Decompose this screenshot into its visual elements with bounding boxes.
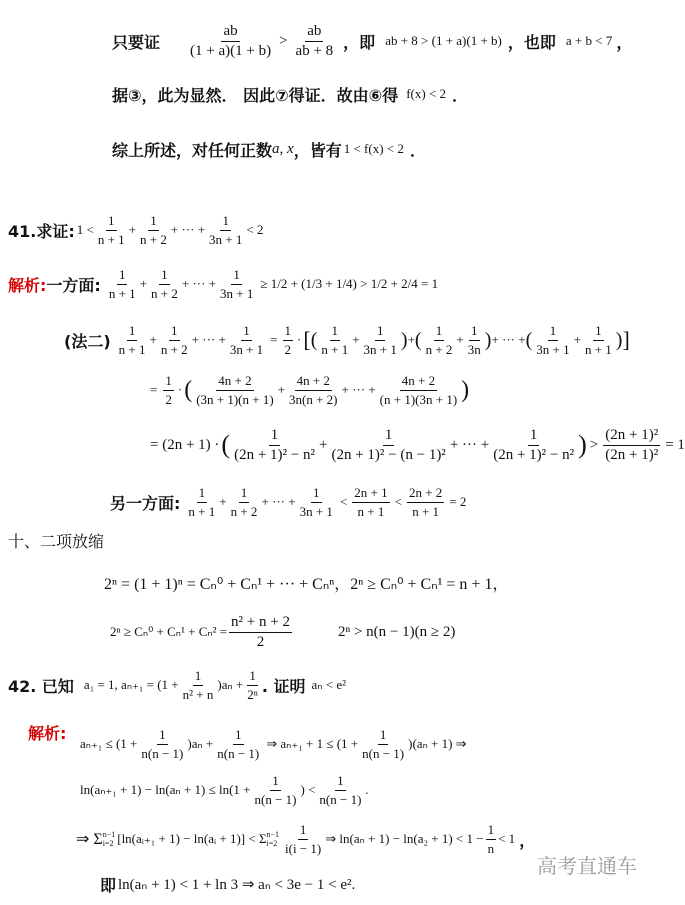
analysis-41: 解析: 一方面: $\frac{1}{n + 1}$ + $\frac{1}{n + 2}$ + ··· + $\frac{1}{3n + 1}$ ≥ 1/2 + (1/3 + 1/4) > 1/2 + 2/4 = 1 [8,266,439,301]
analysis-42-label: 解析: [28,723,67,743]
problem-41: 41.求证: 1 < $\frac{1}{n + 1}$ + $\frac{1}{n + 2}$ + ··· + $\frac{1}{3n + 1}$ < 2 [8,212,264,247]
problem-42: 42. 已知 a₁ = 1, aₙ₊₁ = (1 + $\frac{1}{\text{n² + n}}$ )aₙ + $\frac{1}{\text{2ⁿ}}$ . 证明 aₙ < e² [8,667,346,702]
math-result: a + b < 7 [565,33,613,48]
line-1: 只要证 $\frac{ab}{(1 + a)(1 + b)}$ > $\frac{ab}{ab + 8}$ ，即 ab + 8 > (1 + a)(1 + b) ，也即 a + b < 7 ， [112,22,633,59]
method-2: (法二) $\frac{1}{n + 1}$ + $\frac{1}{n + 2}$ + ··· + $\frac{1}{3n + 1}$ = $\frac{1}{2}$ · [ ( $\frac{1}{n + 1}$ + $\frac{1}{3n + 1}$ ) + ( $\frac{1}{n + 2}$ + $\frac{1}{3n}$ ) + ··· + ( $\frac{1}{3n + 1}$ + $\frac{1}{n + 1}$ ) ] [64,322,630,357]
text-zhiyaozheng: 只要证 [112,32,161,52]
line-3: 综上所述，对任何正数 a, x ，皆有 1 < f(x) < 2 ． [112,140,426,160]
method-2-line-2: = $\frac{1}{2}$ · ( $\frac{4n + 2}{(3n + 1)(n + 1)}$ + $\frac{4n + 2}{3n(n + 2)}$ + ··· + $\frac{4n + 2}{(n + 1)(3n + 1)}$ ) [150,372,470,407]
section-10-title: 十、二项放缩 [8,531,105,551]
step-2: ln(aₙ₊₁ + 1) − ln(aₙ + 1) ≤ ln(1 + $\frac{1}{n(n - 1)}$ ) < $\frac{1}{n(n - 1)}$ . [80,772,369,807]
binom-line-2: 2ⁿ ≥ Cₙ⁰ + Cₙ¹ + Cₙ² = $\frac{\text{n² + n + 2}}{2}$ 2ⁿ > n(n − 1)(n ≥ 2) [110,613,456,650]
method-2-line-3: = (2n + 1) · ( $\frac{1}{\text{(2n + 1)² − n²}}$ + $\frac{1}{\text{(2n + 1)² − (n − 1)²}}$ + ··· + $\frac{1}{\text{(2n + 1)² − n²}}$ ) > $\frac{\text{(2n + 1)²}}{\text{(2n + 1)²}}$ = 1 [150,426,685,463]
step-1: aₙ₊₁ ≤ (1 + $\frac{1}{n(n - 1)}$ )aₙ + $\frac{1}{n(n - 1)}$ ⇒ aₙ₊₁ + 1 ≤ (1 + $\frac{1}{n(n - 1)}$ )(aₙ + 1) ⇒ [80,726,467,761]
analysis-label: 解析: [8,275,47,295]
math-41: 1 < $\frac{1}{n + 1}$ + $\frac{1}{n + 2}$ + ··· + $\frac{1}{3n + 1}$ < 2 [76,212,264,247]
other-side: 另一方面: $\frac{1}{n + 1}$ + $\frac{1}{n + 2}$ + ··· + $\frac{1}{3n + 1}$ < $\frac{2n + 1}{n + 1}$ < $\frac{2n + 2}{n + 1}$ = 2 [110,484,467,519]
line-2: 据③，此为显然． 因此⑦得证．故由⑥得 f(x) < 2 ． [112,85,469,105]
math-cond: ab + 8 > (1 + a)(1 + b) [385,33,502,48]
step-3: ⇒ Σ n−1 i=2 [ln(aᵢ₊₁ + 1) − ln(aᵢ + 1)] < Σ n−1 i=2 $\frac{1}{i(i - 1)}$ ⇒ ln(aₙ + 1) − ln(a₂ + 1) < 1 − $\frac{1}{n}$ < 1 ， [76,821,536,856]
watermark: 高考直通车 [537,854,637,878]
binom-line-1: 2ⁿ = (1 + 1)ⁿ = Cₙ⁰ + Cₙ¹ + ··· + Cₙⁿ，2ⁿ ≥ Cₙ⁰ + Cₙ¹ = n + 1， [104,575,509,593]
step-4: 即 ln(aₙ + 1) < 1 + ln 3 ⇒ aₙ < 3e − 1 < e². [100,875,356,895]
math-frac-a: $\frac{ab}{(1 + a)(1 + b)}$ > $\frac{ab}{ab + 8}$ [190,22,334,59]
